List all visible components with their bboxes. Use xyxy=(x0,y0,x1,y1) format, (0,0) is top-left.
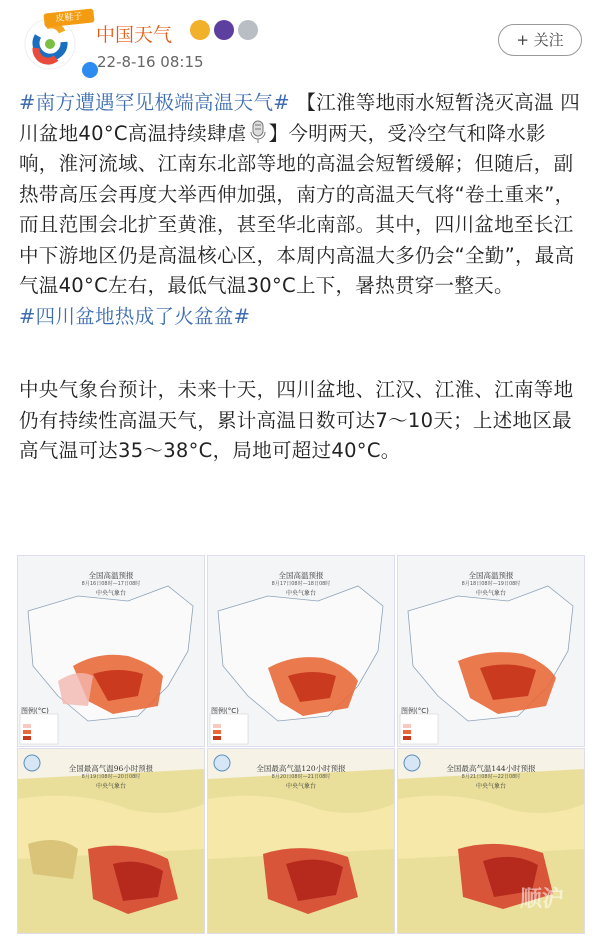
account-name[interactable]: 中国天气 xyxy=(96,24,173,46)
map-subtitle: 8月19日08时—20日08时 xyxy=(81,774,141,780)
avatar[interactable] xyxy=(18,6,83,72)
image-grid-row-1 xyxy=(17,555,583,745)
paragraph-2: 中央气象台预计，未来十天，四川盆地、江汉、江淮、江南等地仍有持续性高温天气，累计高温日数可达7～10天；上述地区最高气温可达35～38°C，局地可超过40°C。 xyxy=(19,378,574,462)
map-title: 全国高温预报 xyxy=(88,571,134,580)
post-header xyxy=(0,0,600,80)
post-time: 22-8-16 08:15 xyxy=(97,53,204,71)
map-image-4[interactable] xyxy=(17,748,205,934)
headline-text: 【江淮等地雨水短暂浇灭高温 四川盆地40°C高温持续肆虐 xyxy=(19,91,581,145)
map-source: 中央气象台 xyxy=(285,783,316,790)
map-legend-title: 图例(°C) xyxy=(21,707,49,715)
watermark-text: 顺沪 xyxy=(519,887,564,912)
map-subtitle: 8月16日08时—17日08时 xyxy=(81,581,141,587)
map-image-2[interactable] xyxy=(207,555,395,747)
hashtag-line xyxy=(19,302,585,333)
map-legend-title: 图例(°C) xyxy=(211,707,239,715)
hashtag-link[interactable]: #南方遭遇罕见极端高温天气# xyxy=(19,91,290,114)
map-image-5[interactable] xyxy=(207,748,395,934)
map-subtitle: 8月20日08时—21日08时 xyxy=(271,774,331,780)
map-image-3[interactable] xyxy=(397,555,585,747)
microphone-icon xyxy=(249,120,267,144)
follow-button[interactable]: + 关注 xyxy=(498,24,582,56)
medal-row xyxy=(190,20,258,42)
map-source: 中央气象台 xyxy=(475,590,506,597)
map-title: 全国高温预报 xyxy=(468,571,514,580)
crown-medal-icon xyxy=(190,20,210,40)
map-image-6[interactable] xyxy=(397,748,585,934)
avatar-badge-label: 皮鞋子 xyxy=(43,8,94,27)
map-title: 全国高温预报 xyxy=(278,571,324,580)
map-subtitle: 8月18日08时—19日08时 xyxy=(461,581,521,587)
hashtag-link-2[interactable]: #四川盆地热成了火盆盆# xyxy=(19,304,251,328)
silver-medal-icon xyxy=(238,20,258,40)
map-source: 中央气象台 xyxy=(285,590,316,597)
map-legend-title: 图例(°C) xyxy=(401,707,429,715)
body-text: 】今明两天，受冷空气和降水影响，淮河流域、江南东北部等地的高温会短暂缓解；但随后，副热带高压会再度大举西伸加强，南方的高温天气将“卷土重来”，而且范围会北扩至黄淮，甚至华北南部。其中，四川盆地至长江中下游地区仍是高温核心区，本周内高温大多仍会“全勤”，最高气温40°C左右，最低气温30°C上下，暑热贯穿一整天。 xyxy=(19,121,575,297)
map-title: 全国最高气温120小时预报 xyxy=(256,764,346,773)
map-subtitle: 8月21日08时—22日08时 xyxy=(461,774,521,780)
shield-medal-icon xyxy=(214,20,234,40)
map-image-1[interactable] xyxy=(17,555,205,747)
post-body xyxy=(19,88,585,467)
map-subtitle: 8月17日08时—18日08时 xyxy=(271,581,331,587)
paragraph-1 xyxy=(19,88,585,302)
map-title: 全国最高气温96小时预报 xyxy=(68,764,154,773)
image-grid-row-2 xyxy=(17,748,583,932)
map-source: 中央气象台 xyxy=(95,590,126,597)
map-title: 全国最高气温144小时预报 xyxy=(446,764,536,773)
map-source: 中央气象台 xyxy=(95,783,126,790)
map-source: 中央气象台 xyxy=(475,783,506,790)
